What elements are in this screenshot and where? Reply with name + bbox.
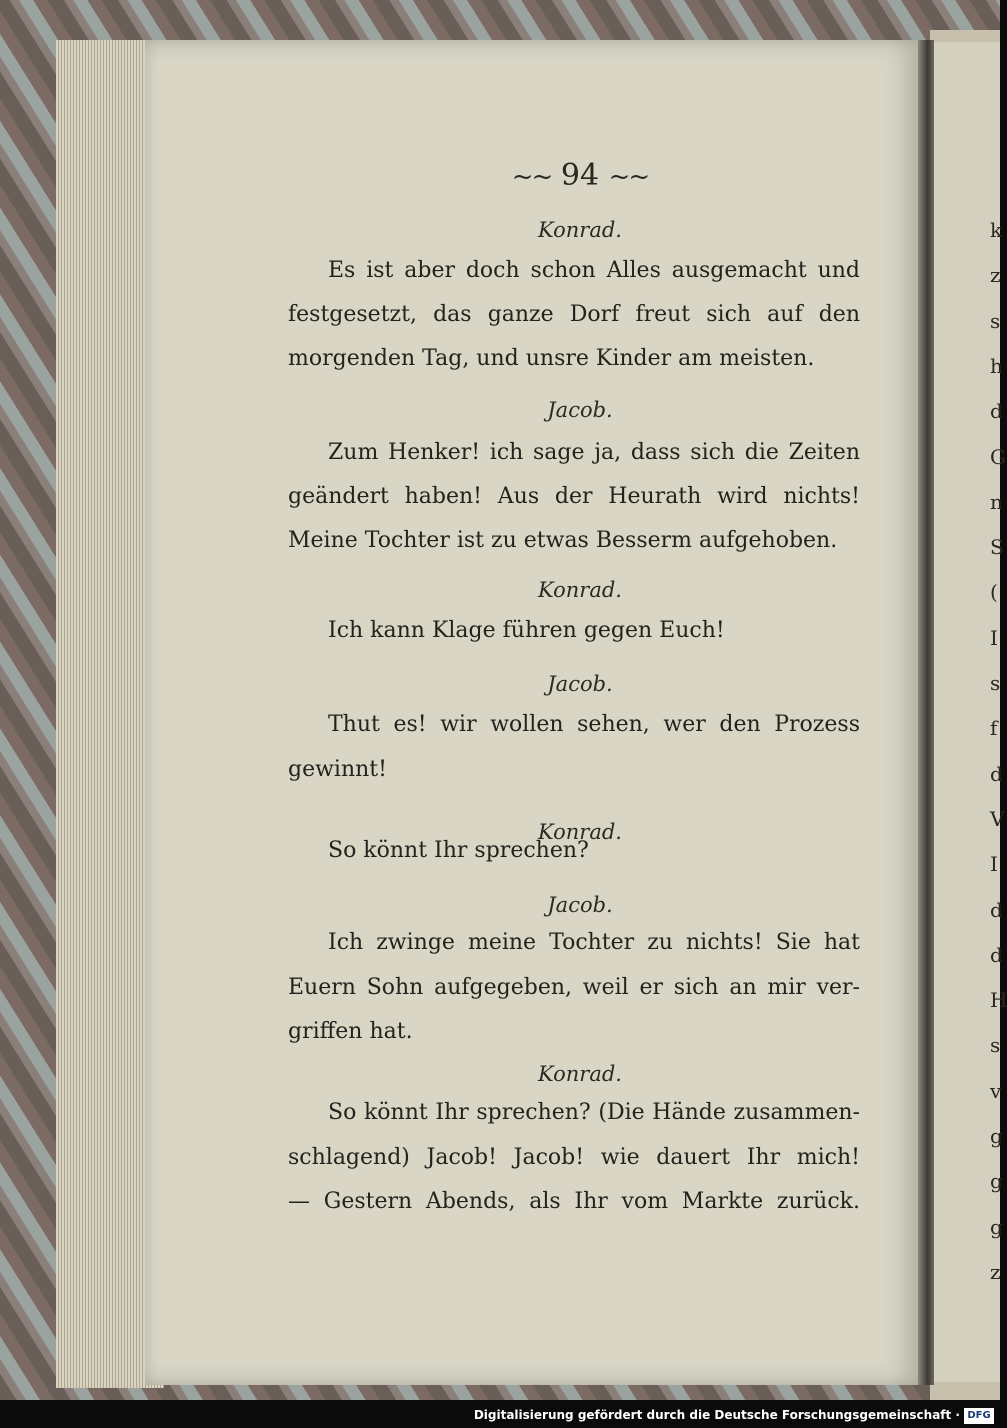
text-line: griffen hat. xyxy=(288,1019,413,1044)
text-line: gewinnt! xyxy=(288,757,387,782)
text-line: schlagend) Jacob! Jacob! wie dauert Ihr mich! xyxy=(288,1145,860,1170)
header-ornament-right: ~~ xyxy=(608,162,649,192)
next-page-letter: d xyxy=(990,762,1003,786)
speaker-name: Konrad. xyxy=(538,820,622,844)
next-page-letter: I xyxy=(990,626,998,650)
speaker-name: Konrad. xyxy=(538,1062,622,1086)
footer-credit: Digitalisierung gefördert durch die Deutsche Forschungsgemeinschaft · xyxy=(473,1408,960,1422)
next-page-letter: H xyxy=(990,988,1007,1012)
text-line: So könnt Ihr sprechen? (Die Hände zusammen- xyxy=(328,1100,860,1125)
next-page-letter: g xyxy=(990,1215,1003,1239)
next-page-letter: S xyxy=(990,535,1004,559)
text-line: Meine Tochter ist zu etwas Besserm aufgehoben. xyxy=(288,528,838,553)
next-page-letter: d xyxy=(990,399,1003,423)
next-page-letter: n xyxy=(990,490,1003,514)
footer-bar xyxy=(0,1404,1000,1428)
book-gutter xyxy=(918,40,934,1385)
speaker-name: Konrad. xyxy=(538,578,622,602)
next-page-letter: z xyxy=(990,263,1001,287)
text-line: — Gestern Abends, als Ihr vom Markte zurück. xyxy=(288,1189,860,1214)
text-line: So könnt Ihr sprechen? xyxy=(328,838,589,863)
next-page-letter: G xyxy=(990,445,1006,469)
next-page-letter: s xyxy=(990,671,1001,695)
next-page-letter: z xyxy=(990,1260,1001,1284)
page-header xyxy=(470,158,690,193)
text-line: Zum Henker! ich sage ja, dass sich die Zeiten xyxy=(328,440,860,465)
speaker-name: Konrad. xyxy=(538,218,622,242)
next-page-letter: s xyxy=(990,1033,1001,1057)
next-page-letter: s xyxy=(990,309,1001,333)
next-page-letter: v xyxy=(990,1079,1002,1103)
text-line: Thut es! wir wollen sehen, wer den Prozess xyxy=(328,712,860,737)
next-page-letter: I xyxy=(990,852,998,876)
text-line: Ich kann Klage führen gegen Euch! xyxy=(328,618,725,643)
next-page-letter: k xyxy=(990,218,1003,242)
next-page-letter: g xyxy=(990,1124,1003,1148)
next-page-letter: g xyxy=(990,1169,1003,1193)
text-line: Es ist aber doch schon Alles ausgemacht und xyxy=(328,258,860,283)
text-line: Ich zwinge meine Tochter zu nichts! Sie hat xyxy=(328,930,860,955)
text-line: Euern Sohn aufgegeben, weil er sich an mir ver- xyxy=(288,975,860,1000)
next-page-letter: V xyxy=(990,807,1005,831)
text-line: geändert haben! Aus der Heurath wird nichts! xyxy=(288,484,860,509)
next-page-letter: f xyxy=(990,716,998,740)
speaker-name: Jacob. xyxy=(547,672,613,696)
next-page-letter: d xyxy=(990,898,1003,922)
next-page-letter: h xyxy=(990,354,1003,378)
speaker-name: Jacob. xyxy=(547,893,613,917)
speaker-name: Jacob. xyxy=(547,398,613,422)
next-page-letter: d xyxy=(990,943,1003,967)
page-number: 94 xyxy=(560,158,600,193)
text-line: festgesetzt, das ganze Dorf freut sich auf den xyxy=(288,302,860,327)
next-page-letter: ( xyxy=(990,580,998,604)
header-ornament-left: ~~ xyxy=(511,162,552,192)
text-line: morgenden Tag, und unsre Kinder am meisten. xyxy=(288,346,815,371)
dfg-logo-icon: DFG xyxy=(964,1408,994,1424)
